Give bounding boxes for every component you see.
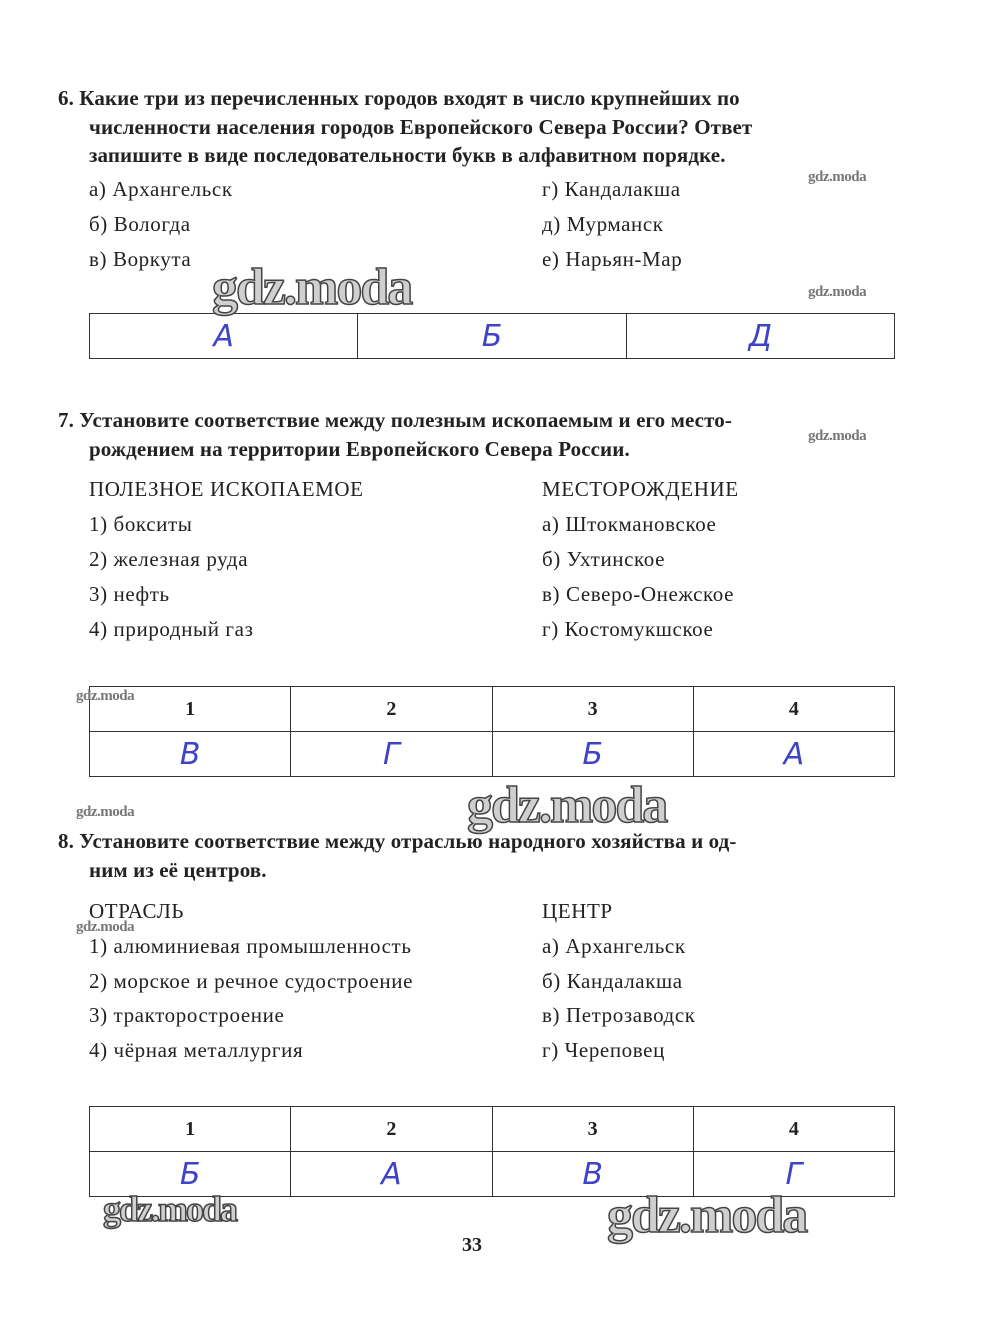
q8-item: 4) чёрная металлургия — [89, 1038, 304, 1062]
watermark: gdz.moda — [76, 688, 135, 704]
watermark: gdz.moda — [607, 1187, 807, 1244]
q6-option: в) Воркута — [89, 247, 192, 271]
answer-cell: Г — [693, 1152, 894, 1197]
q8-answer-table — [89, 1106, 895, 1197]
q7-item: б) Ухтинское — [542, 547, 666, 571]
q7-item: а) Штокмановское — [542, 512, 717, 536]
answer-cell: В — [492, 1152, 693, 1197]
q7-answer-table — [89, 686, 895, 777]
q6-option: е) Нарьян-Мар — [542, 247, 683, 271]
q7-item: г) Костомукшское — [542, 617, 714, 641]
answer-cell: Г — [291, 732, 492, 777]
q7-text-line-1: 7. Установите соответствие между полезным ископаемым и его место- — [58, 408, 732, 432]
q8-text-line-1: 8. Установите соответствие между отраслью народного хозяйства и од- — [58, 829, 737, 853]
q7-item: 3) нефть — [89, 582, 170, 606]
watermark: gdz.moda — [103, 1189, 237, 1229]
watermark: gdz.moda — [212, 259, 412, 316]
answer-cell: Б — [358, 314, 626, 359]
q8-item: 3) тракторостроение — [89, 1003, 285, 1027]
column-header: 4 — [693, 687, 894, 732]
q6-option: д) Мурманск — [542, 212, 664, 236]
q8-item: а) Архангельск — [542, 934, 686, 958]
q8-item: 2) морское и речное судостроение — [89, 969, 413, 993]
column-header: 2 — [291, 687, 492, 732]
q8-left-header: ОТРАСЛЬ — [89, 899, 185, 923]
q8-right-header: ЦЕНТР — [542, 899, 613, 923]
q7-text-line-2: рождением на территории Европейского Севера России. — [89, 437, 630, 461]
q7-left-header: ПОЛЕЗНОЕ ИСКОПАЕМОЕ — [89, 477, 364, 501]
watermark: gdz.moda — [808, 428, 867, 444]
watermark: gdz.moda — [76, 919, 135, 935]
column-header: 2 — [291, 1107, 492, 1152]
watermark: gdz.moda — [808, 284, 867, 300]
q8-item: б) Кандалакша — [542, 969, 683, 993]
answer-cell: А — [693, 732, 894, 777]
watermark: gdz.moda — [467, 777, 667, 834]
answer-cell: Б — [492, 732, 693, 777]
q8-item: 1) алюминиевая промышленность — [89, 934, 412, 958]
column-header: 3 — [492, 1107, 693, 1152]
q6-text-line-2: численности населения городов Европейского Севера России? Ответ — [89, 115, 753, 139]
page-number: 33 — [462, 1234, 482, 1256]
q7-item: в) Северо-Онежское — [542, 582, 735, 606]
q7-item: 2) железная руда — [89, 547, 249, 571]
q6-text-line-3: запишите в виде последовательности букв в алфавитном порядке. — [89, 143, 726, 167]
q7-right-header: МЕСТОРОЖДЕНИЕ — [542, 477, 739, 501]
watermark: gdz.moda — [808, 169, 867, 185]
q6-option: г) Кандалакша — [542, 177, 681, 201]
column-header: 1 — [90, 1107, 291, 1152]
q6-option: а) Архангельск — [89, 177, 233, 201]
answer-cell: В — [90, 732, 291, 777]
watermark: gdz.moda — [76, 804, 135, 820]
answer-cell: Б — [90, 1152, 291, 1197]
q6-option: б) Вологда — [89, 212, 191, 236]
q8-item: г) Череповец — [542, 1038, 665, 1062]
q8-item: в) Петрозаводск — [542, 1003, 696, 1027]
q7-item: 1) бокситы — [89, 512, 193, 536]
q6-answer-table — [89, 313, 895, 359]
answer-cell: А — [90, 314, 358, 359]
answer-cell: А — [291, 1152, 492, 1197]
q6-text-line-1: 6. Какие три из перечисленных городов входят в число крупнейших по — [58, 86, 740, 110]
column-header: 4 — [693, 1107, 894, 1152]
q8-text-line-2: ним из её центров. — [89, 858, 267, 882]
column-header: 1 — [90, 687, 291, 732]
q7-item: 4) природный газ — [89, 617, 254, 641]
answer-cell: Д — [626, 314, 894, 359]
column-header: 3 — [492, 687, 693, 732]
